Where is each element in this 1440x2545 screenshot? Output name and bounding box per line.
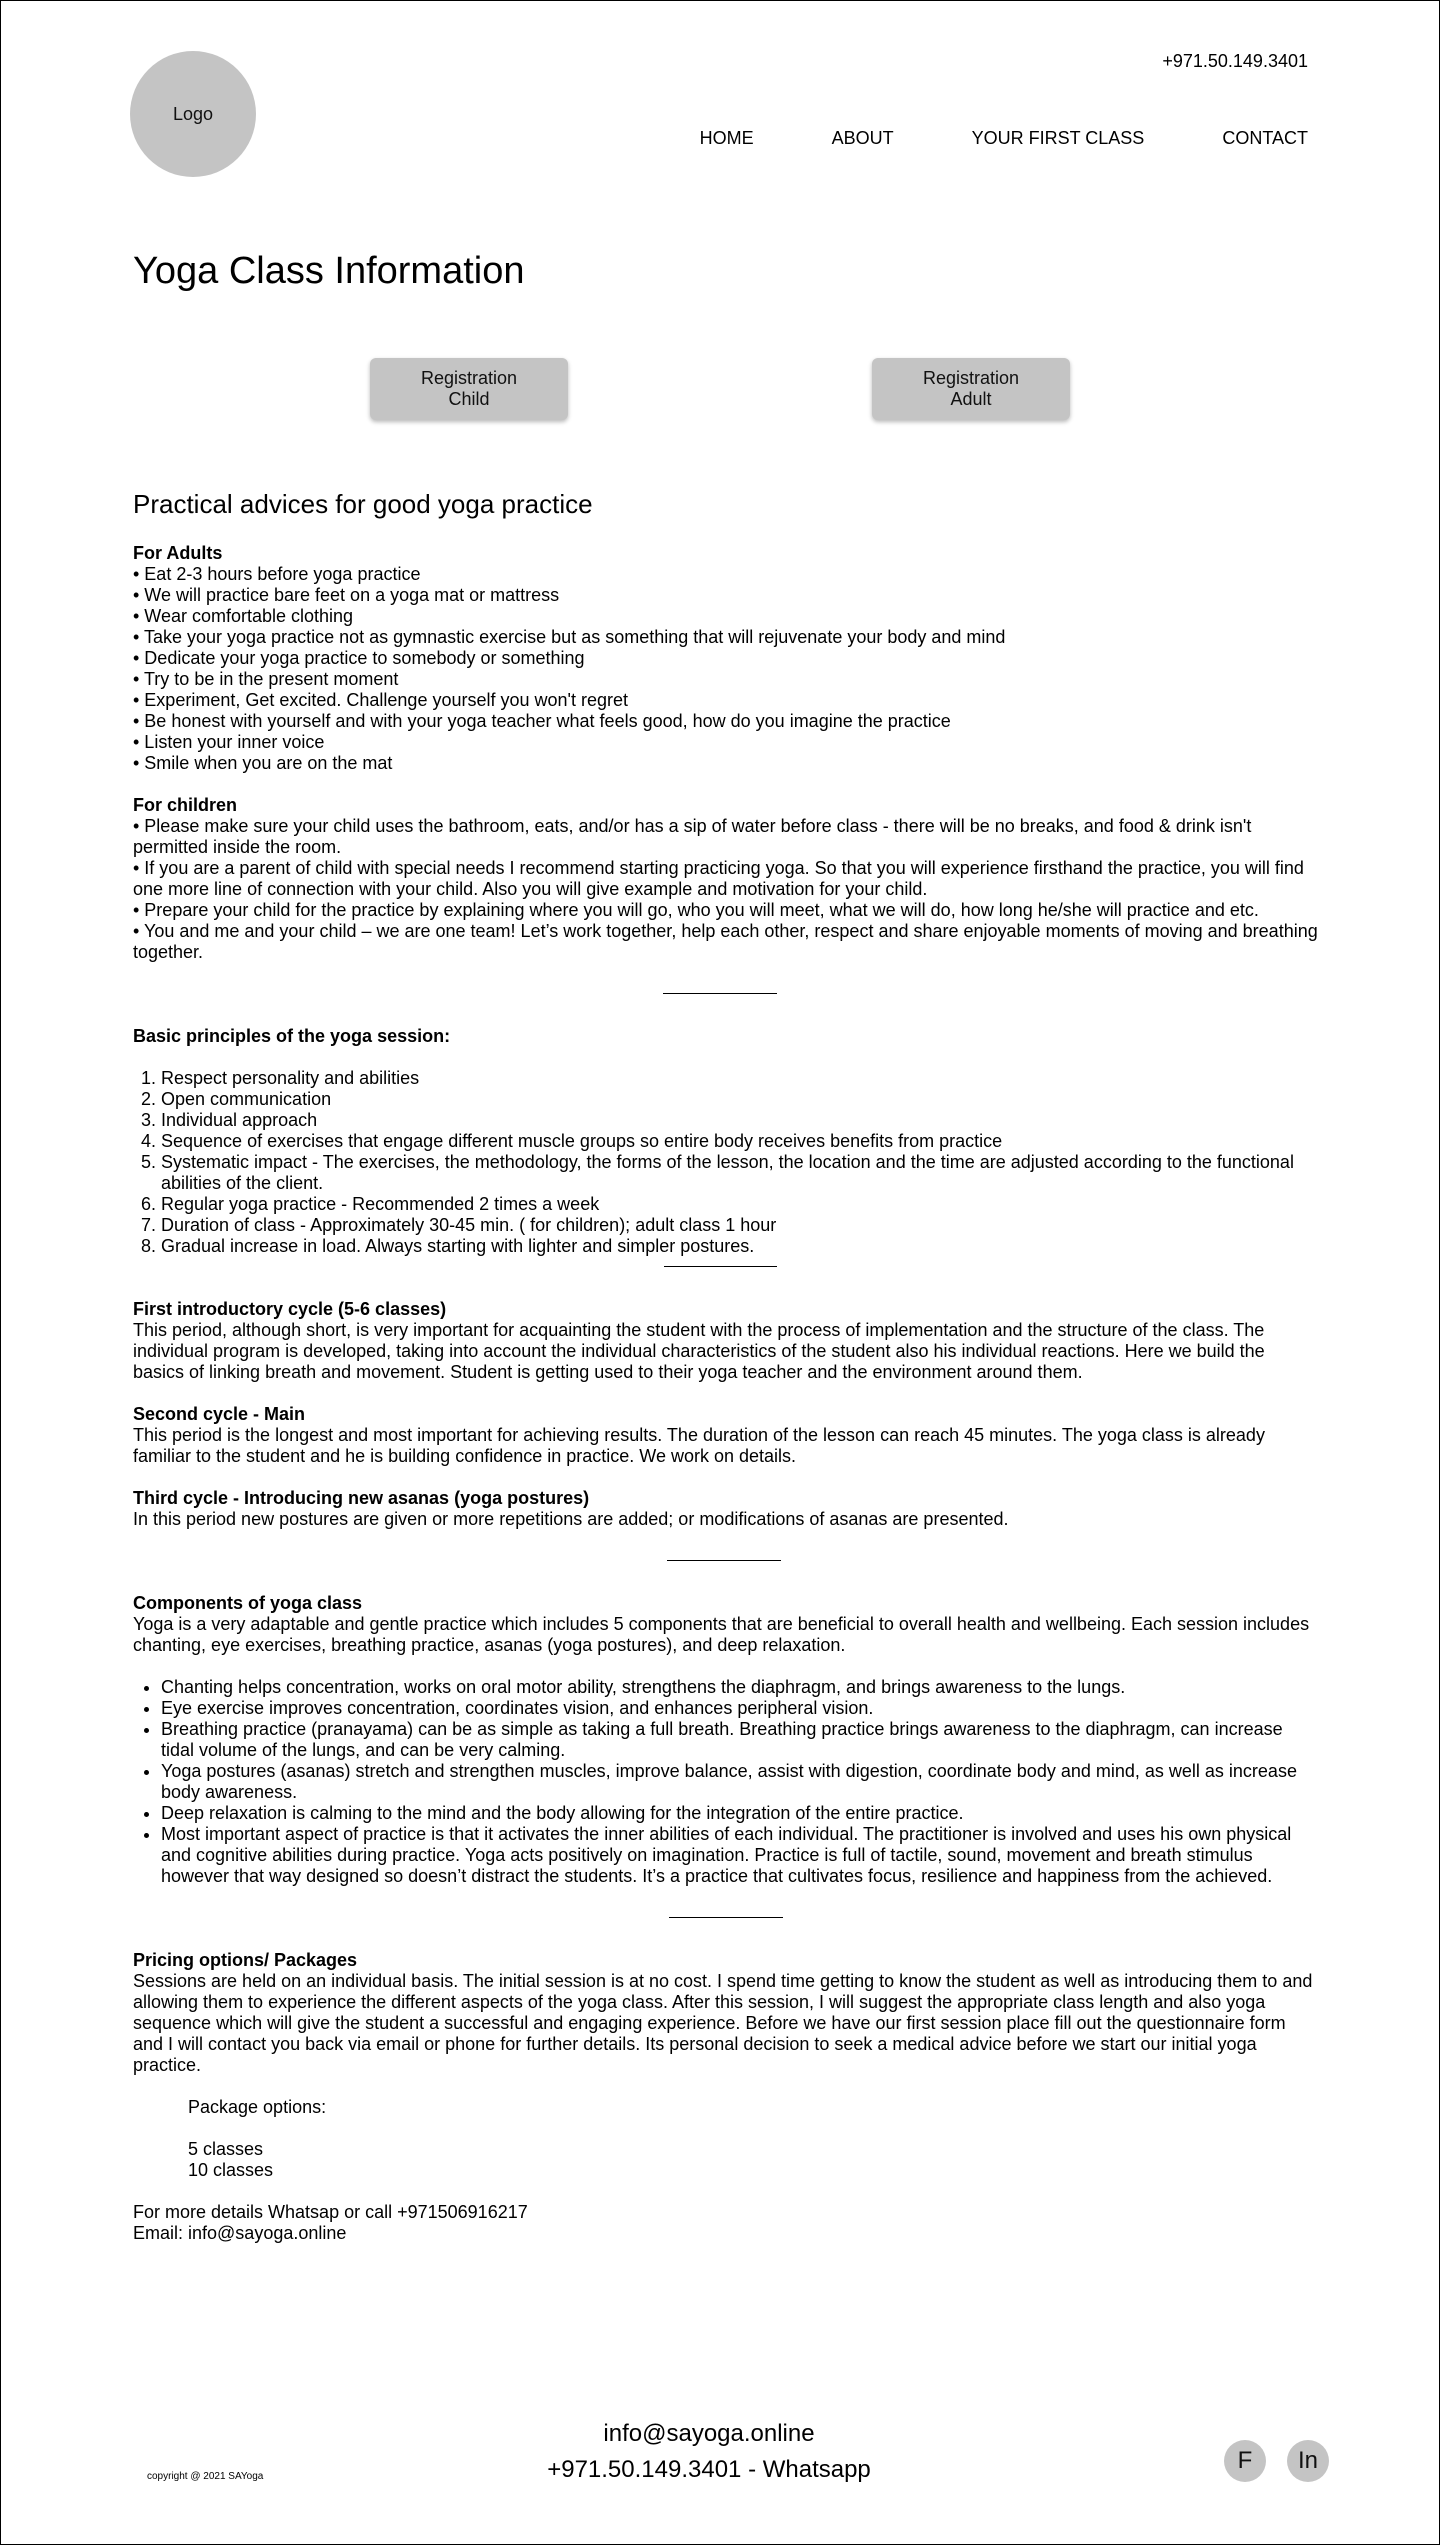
pricing-title: Pricing options/ Packages — [133, 1950, 358, 1970]
principles-title: Basic principles of the yoga session: — [133, 1026, 451, 1046]
spacer — [133, 2181, 1318, 2202]
principles-section — [133, 1026, 1318, 1257]
spacer — [133, 1047, 1318, 1068]
adults-title: For Adults — [133, 543, 223, 563]
list-item: 3. Individual approach — [161, 1110, 1318, 1131]
registration-adult-label-line1: Registration — [922, 368, 1020, 388]
pricing-text: Sessions are held on an individual basis. The initial session is at no cost. I spend time getting to know the student as well as introducing them to and allowing them to experience the different aspects of the yoga class. After this session, I will suggest the appropriate class length and also yoga sequence which will give the student a successful and engaging experience. Before we have our first session place fill out the questionnaire form and I will contact you back via email or phone for further details. Its personal decision to seek a medical advice before we start our initial yoga practice. — [133, 1971, 1313, 2075]
nav-your-first-class[interactable]: YOUR FIRST CLASS — [971, 128, 1145, 148]
adults-item: • Try to be in the present moment — [133, 669, 399, 689]
spacer — [133, 2076, 1318, 2097]
registration-adult-button[interactable] — [872, 358, 1070, 420]
list-item: • Most important aspect of practice is that it activates the inner abilities of each individual. The practitioner is involved and uses his own physical and cognitive abilities during practice. Yoga acts positively on imagination. Practice is full of tactile, sound, movement and breath stimulus however that way designed so doesn’t distract the students. It’s a practice that cultivates focus, resilience and happiness from the achieved. — [161, 1824, 1318, 1887]
logo[interactable] — [130, 51, 256, 177]
linkedin-icon-label: In — [1297, 2447, 1318, 2474]
footer-phone[interactable]: +971.50.149.3401 - Whatsapp — [547, 2456, 871, 2483]
adults-item: • Eat 2-3 hours before yoga practice — [133, 564, 421, 584]
pricing-email-line: Email: info@sayoga.online — [133, 2223, 347, 2243]
list-item: 4. Sequence of exercises that engage different muscle groups so entire body receives benefits from practice — [161, 1131, 1318, 1152]
list-item: 1. Respect personality and abilities — [161, 1068, 1318, 1089]
list-item: • Breathing practice (pranayama) can be as simple as taking a full breath. Breathing practice brings awareness to the diaphragm, can increase tidal volume of the lungs, and can be very calming. — [161, 1719, 1318, 1761]
pricing-section — [133, 1950, 1318, 2244]
spacer — [133, 1530, 1318, 1551]
children-item: • Please make sure your child uses the bathroom, eats, and/or has a sip of water before class - there will be no breaks, and food & drink isn't permitted inside the room. — [133, 816, 1252, 857]
spacer — [133, 774, 1318, 795]
adults-item: • Experiment, Get excited. Challenge yourself you won't regret — [133, 690, 628, 710]
adults-item: • We will practice bare feet on a yoga mat or mattress — [133, 585, 560, 605]
package-options-label: Package options: — [188, 2097, 327, 2117]
divider — [133, 1908, 1318, 1929]
pricing-contact-line: For more details Whatsap or call +971506916217 — [133, 2202, 528, 2222]
registration-child-label-line1: Registration — [420, 368, 518, 388]
list-item: 5. Systematic impact - The exercises, the methodology, the forms of the lesson, the location and the time are adjusted according to the functional abilities of the client. — [161, 1152, 1318, 1194]
list-item: 8. Gradual increase in load. Always starting with lighter and simpler postures. — [161, 1236, 1318, 1257]
components-list — [133, 1677, 1318, 1887]
cycle-text: In this period new postures are given or more repetitions are added; or modifications of asanas are presented. — [133, 1509, 1009, 1529]
spacer — [133, 963, 1318, 984]
children-item: • You and me and your child – we are one team! Let’s work together, help each other, respect and share enjoyable moments of moving and breathing together. — [133, 921, 1318, 962]
adults-item: • Wear comfortable clothing — [133, 606, 354, 626]
package-item: 10 classes — [188, 2160, 274, 2180]
nav-contact[interactable]: CONTACT — [1222, 128, 1308, 148]
adults-item: • Be honest with yourself and with your yoga teacher what feels good, how do you imagine the practice — [133, 711, 951, 731]
list-item: • Chanting helps concentration, works on oral motor ability, strengthens the diaphragm, and brings awareness to the lungs. — [161, 1677, 1318, 1698]
principles-list — [133, 1068, 1318, 1257]
children-title: For children — [133, 795, 238, 815]
divider — [133, 1551, 1318, 1572]
spacer — [133, 1278, 1318, 1299]
advices-heading: Practical advices for good yoga practice — [133, 489, 593, 519]
cycle-text: This period is the longest and most important for achieving results. The duration of the lesson can reach 45 minutes. The yoga class is already familiar to the student and he is building confidence in practice. We work on details. — [133, 1425, 1265, 1466]
copyright: copyright @ 2021 SAYoga — [147, 2471, 264, 2482]
footer-email[interactable]: info@sayoga.online — [603, 2420, 815, 2447]
list-item: • Eye exercise improves concentration, coordinates vision, and enhances peripheral vision. — [161, 1698, 1318, 1719]
list-item: • Deep relaxation is calming to the mind and the body allowing for the integration of the entire practice. — [161, 1803, 1318, 1824]
adults-item: • Dedicate your yoga practice to somebody or something — [133, 648, 585, 668]
list-item: 6. Regular yoga practice - Recommended 2 times a week — [161, 1194, 1318, 1215]
divider — [133, 984, 1318, 1005]
divider — [133, 1257, 1318, 1278]
page-title: Yoga Class Information — [133, 250, 525, 292]
spacer — [133, 1467, 1318, 1488]
spacer — [133, 1656, 1318, 1677]
nav-home[interactable]: HOME — [699, 128, 754, 148]
registration-child-button[interactable] — [370, 358, 568, 420]
spacer — [133, 1887, 1318, 1908]
components-section — [133, 1593, 1318, 1887]
registration-child-label-line2: Child — [448, 389, 490, 409]
header-phone: +971.50.149.3401 — [1162, 51, 1308, 71]
spacer — [133, 1572, 1318, 1593]
adults-item: • Take your yoga practice not as gymnastic exercise but as something that will rejuvenate your body and mind — [133, 627, 1006, 647]
advices-adults — [133, 543, 1318, 774]
adults-item: • Smile when you are on the mat — [133, 753, 393, 773]
main-nav — [700, 128, 1308, 149]
main-content — [133, 488, 1318, 2244]
children-item: • If you are a parent of child with special needs I recommend starting practicing yoga. So that you will experience firsthand the practice, you will find one more line of connection with your child. Also you will give example and motivation for your child. — [133, 858, 1304, 899]
logo-text: Logo — [172, 103, 214, 124]
spacer — [133, 1005, 1318, 1026]
advices-children — [133, 795, 1318, 963]
cycles-section — [133, 1299, 1318, 1530]
list-item: • Yoga postures (asanas) stretch and strengthen muscles, improve balance, assist with digestion, coordinate body and mind, as well as increase body awareness. — [161, 1761, 1318, 1803]
facebook-icon[interactable] — [1224, 2440, 1266, 2482]
components-title: Components of yoga class — [133, 1593, 363, 1613]
package-item: 5 classes — [188, 2139, 264, 2159]
spacer — [133, 1929, 1318, 1950]
nav-about[interactable]: ABOUT — [831, 128, 894, 148]
cycle-text: This period, although short, is very important for acquainting the student with the process of implementation and the structure of the class. The individual program is developed, taking into account the individual characteristics of the student also his individual reactions. Here we build the basics of linking breath and movement. Student is getting used to their yoga teacher and the environment around them. — [133, 1320, 1265, 1382]
spacer — [133, 1383, 1318, 1404]
list-item: 2. Open communication — [161, 1089, 1318, 1110]
spacer — [133, 2118, 1318, 2139]
cycle-title: First introductory cycle (5-6 classes) — [133, 1299, 447, 1319]
components-intro: Yoga is a very adaptable and gentle practice which includes 5 components that are beneficial to overall health and wellbeing. Each session includes chanting, eye exercises, breathing practice, asanas (yoga postures), and deep relaxation. — [133, 1614, 1310, 1655]
facebook-icon-label: F — [1237, 2447, 1253, 2474]
children-item: • Prepare your child for the practice by explaining where you will go, who you will meet, what we will do, how long he/she will practice and etc. — [133, 900, 1259, 920]
list-item: 7. Duration of class - Approximately 30-45 min. ( for children); adult class 1 hour — [161, 1215, 1318, 1236]
cycle-title: Second cycle - Main — [133, 1404, 306, 1424]
cycle-title: Third cycle - Introducing new asanas (yoga postures) — [133, 1488, 590, 1508]
adults-item: • Listen your inner voice — [133, 732, 325, 752]
registration-adult-label-line2: Adult — [950, 389, 992, 409]
linkedin-icon[interactable] — [1287, 2440, 1329, 2482]
